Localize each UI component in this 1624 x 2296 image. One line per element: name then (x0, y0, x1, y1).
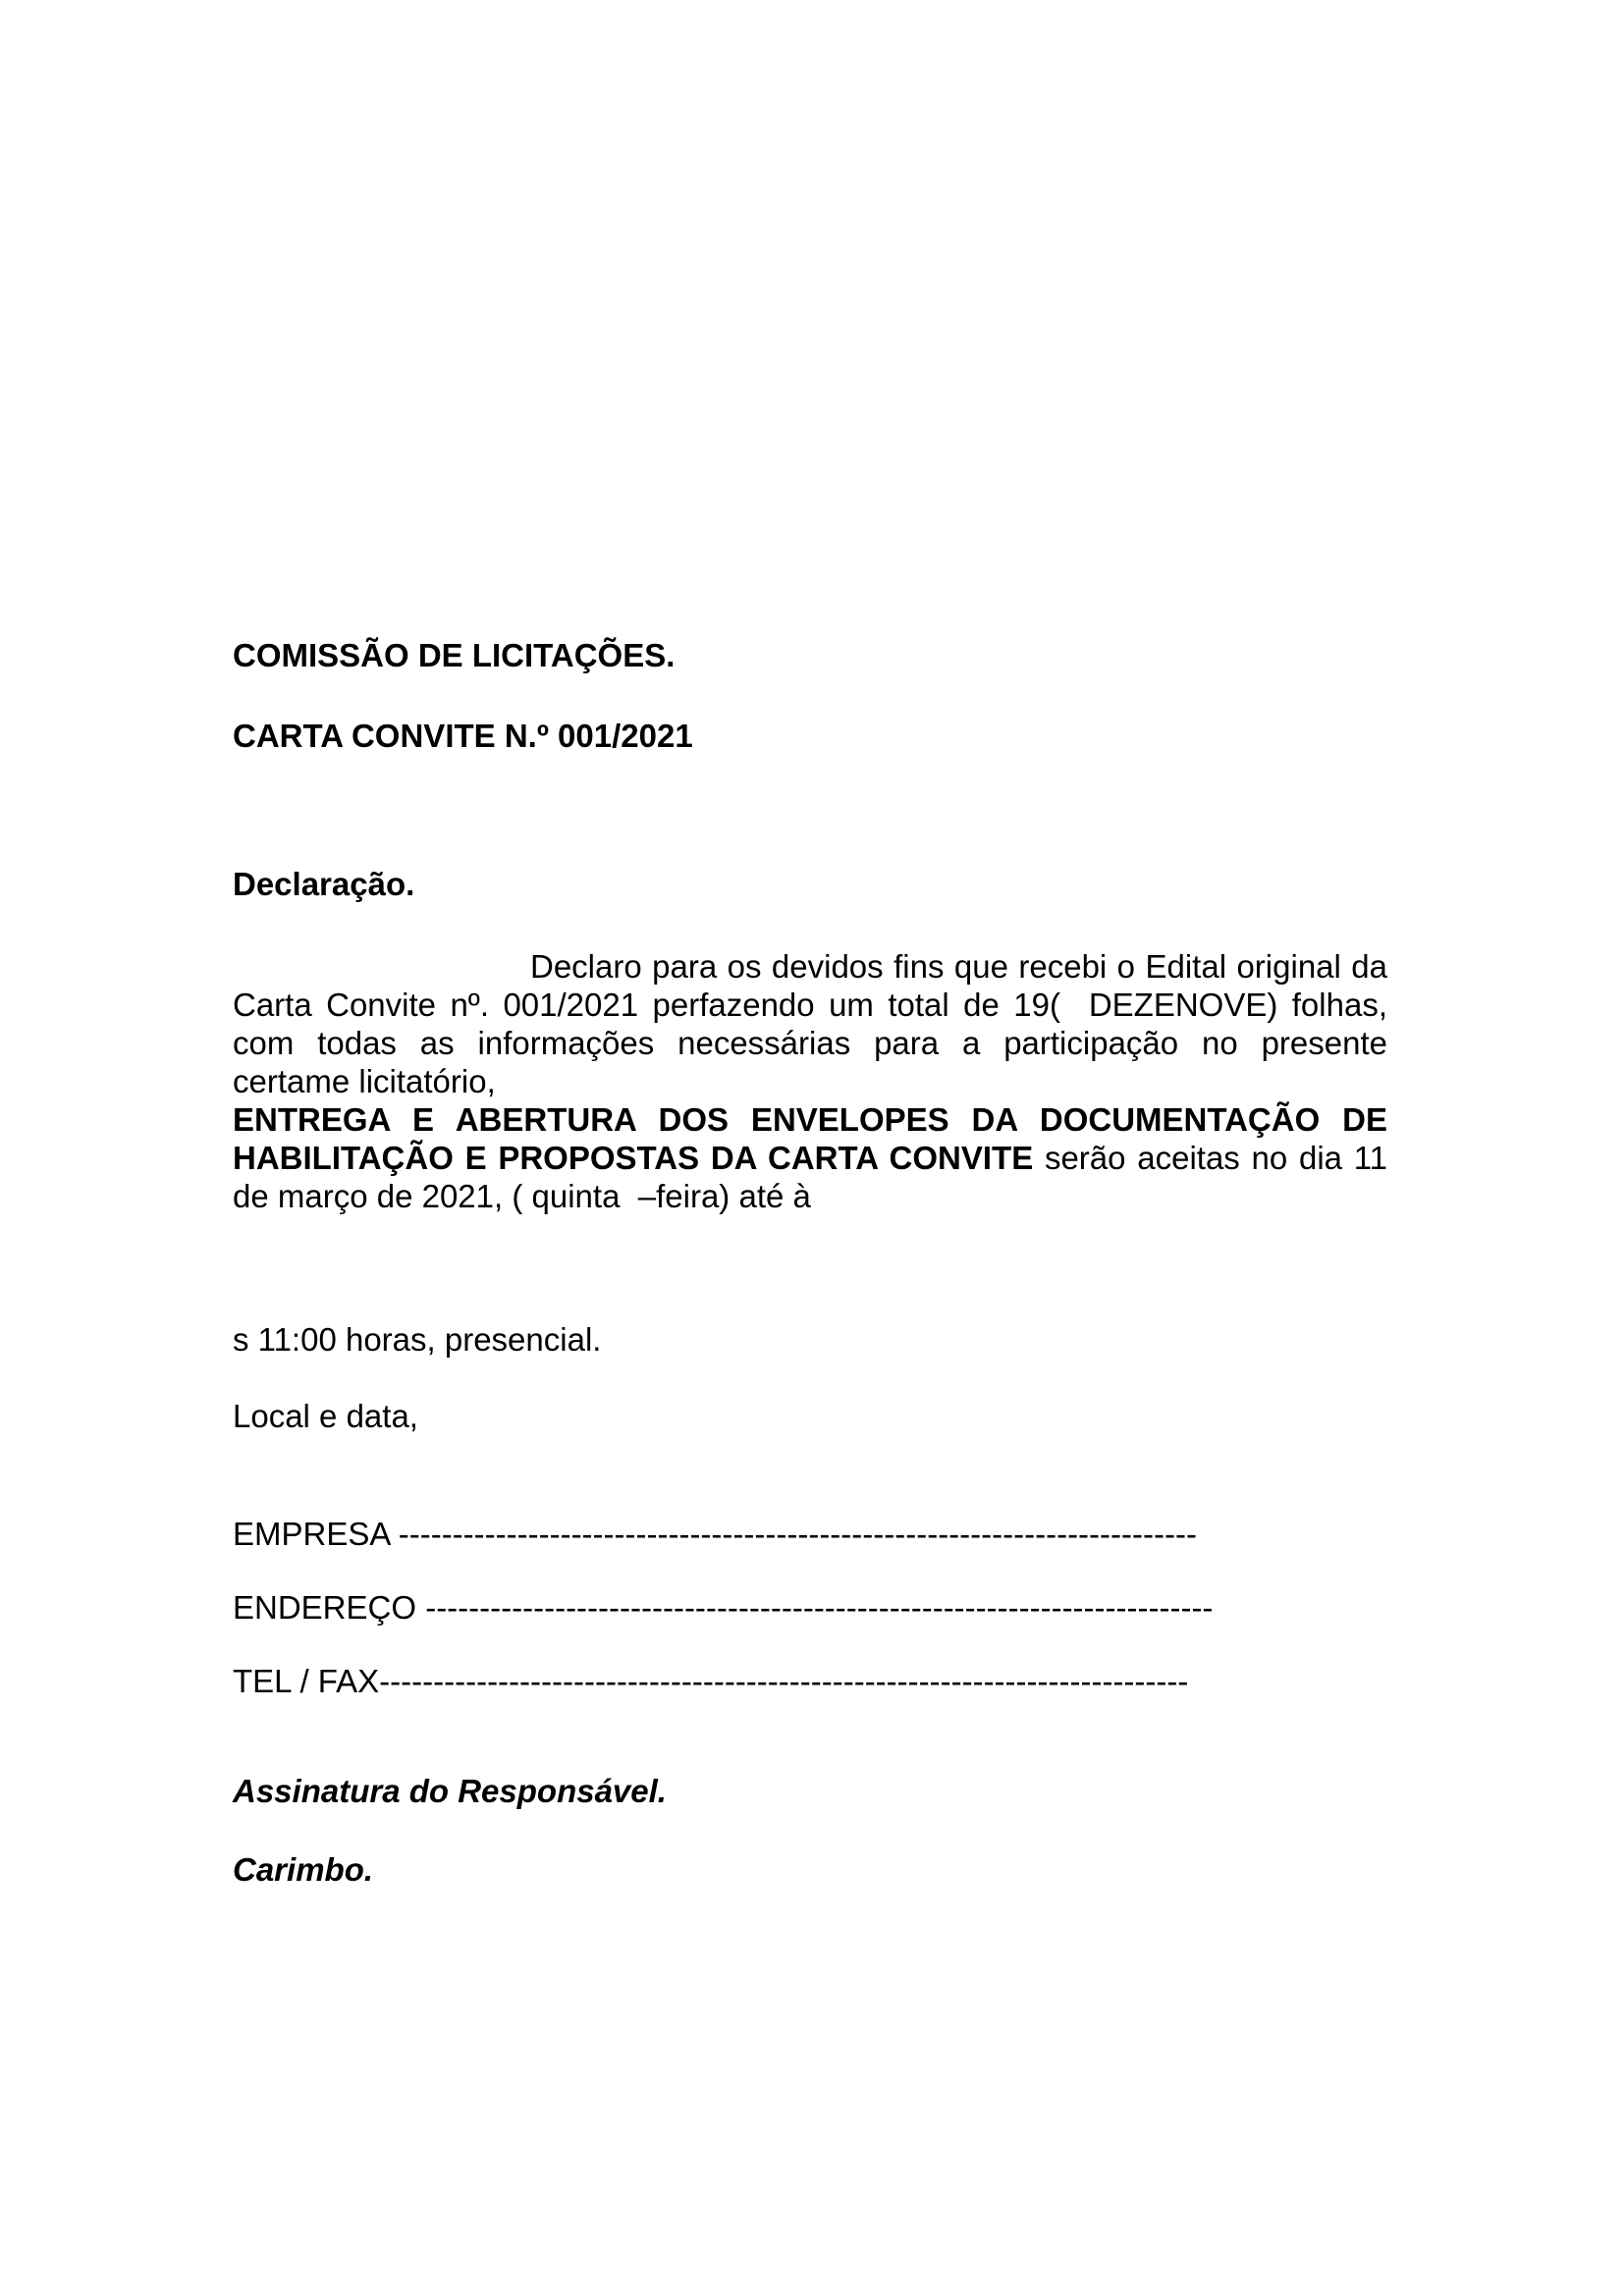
field-endereco (233, 1588, 1387, 1627)
field-label: ENDEREÇO (233, 1589, 426, 1626)
field-dashes: ------------------------------------------------------------------------- (425, 1589, 1214, 1626)
section-title-declaracao: Declaração. (233, 866, 415, 902)
stamp-line: Carimbo. (233, 1851, 374, 1888)
paragraph-line-bold: ENTREGA E ABERTURA DOS ENVELOPES DA DOCUMENTAÇÃO DE (233, 1101, 1387, 1138)
field-empresa (233, 1515, 1387, 1553)
field-label: TEL / FAX (233, 1663, 380, 1699)
place-date-line: Local e data, (233, 1398, 418, 1434)
paragraph-bold-segment: HABILITAÇÃO E PROPOSTAS DA CARTA CONVITE (233, 1140, 1034, 1176)
paragraph-line: de março de 2021, ( quinta –feira) até à (233, 1178, 811, 1214)
paragraph-line: certame licitatório, (233, 1063, 496, 1099)
heading-carta-convite: CARTA CONVITE N.º 001/2021 (233, 718, 693, 754)
heading-comissao: COMISSÃO DE LICITAÇÕES. (233, 637, 676, 673)
field-label: EMPRESA (233, 1516, 399, 1552)
paragraph-line: com todas as informações necessárias para a participação no presente (233, 1025, 1387, 1061)
time-line: s 11:00 horas, presencial. (233, 1321, 602, 1358)
field-dashes: -------------------------------------------------------------------------- (398, 1516, 1197, 1552)
field-tel-fax (233, 1662, 1387, 1700)
field-dashes: --------------------------------------------------------------------------- (379, 1663, 1189, 1699)
paragraph-regular-segment: serão aceitas no dia 11 (1033, 1140, 1387, 1176)
paragraph-line: Declaro para os devidos fins que recebi o Edital original da (530, 948, 1387, 985)
paragraph-line-mixed (233, 1139, 1387, 1177)
declaration-paragraph (233, 947, 1387, 1215)
signature-line: Assinatura do Responsável. (233, 1773, 667, 1809)
paragraph-line: Carta Convite nº. 001/2021 perfazendo um total de 19( DEZENOVE) folhas, (233, 987, 1387, 1023)
